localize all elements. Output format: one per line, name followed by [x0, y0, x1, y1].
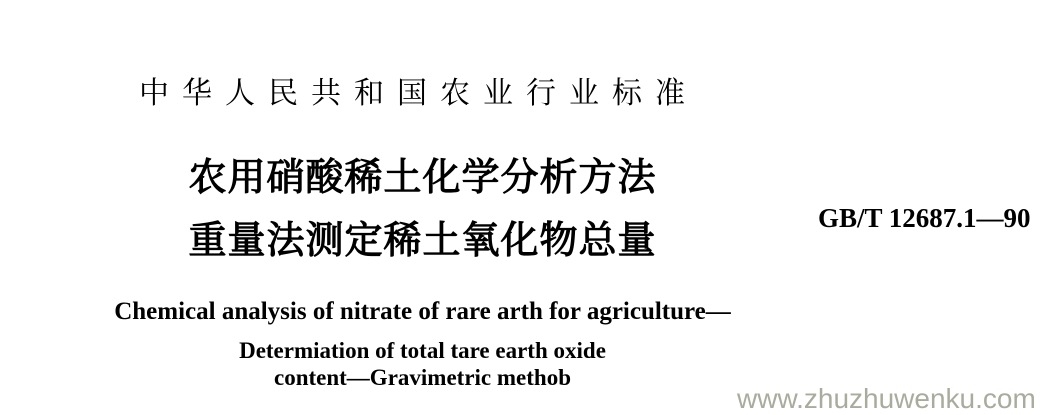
document-title-cn-line1: 农用硝酸稀土化学分析方法	[188, 157, 657, 199]
watermark-text: www.zhuzhuwenku.com	[737, 383, 1036, 414]
document-title-en-line2: Determiation of total tare earth oxide	[239, 338, 606, 363]
standard-number: GB/T 12687.1—90	[818, 203, 1031, 233]
standard-type-heading: 中华人民共和国农业行业标准	[139, 77, 698, 110]
document-title-cn-line2: 重量法测定稀土氧化物总量	[188, 220, 657, 262]
document-title-en-line1: Chemical analysis of nitrate of rare arth for agriculture—	[114, 298, 731, 325]
document-title-en-line3: content—Gravimetric methob	[273, 365, 571, 390]
